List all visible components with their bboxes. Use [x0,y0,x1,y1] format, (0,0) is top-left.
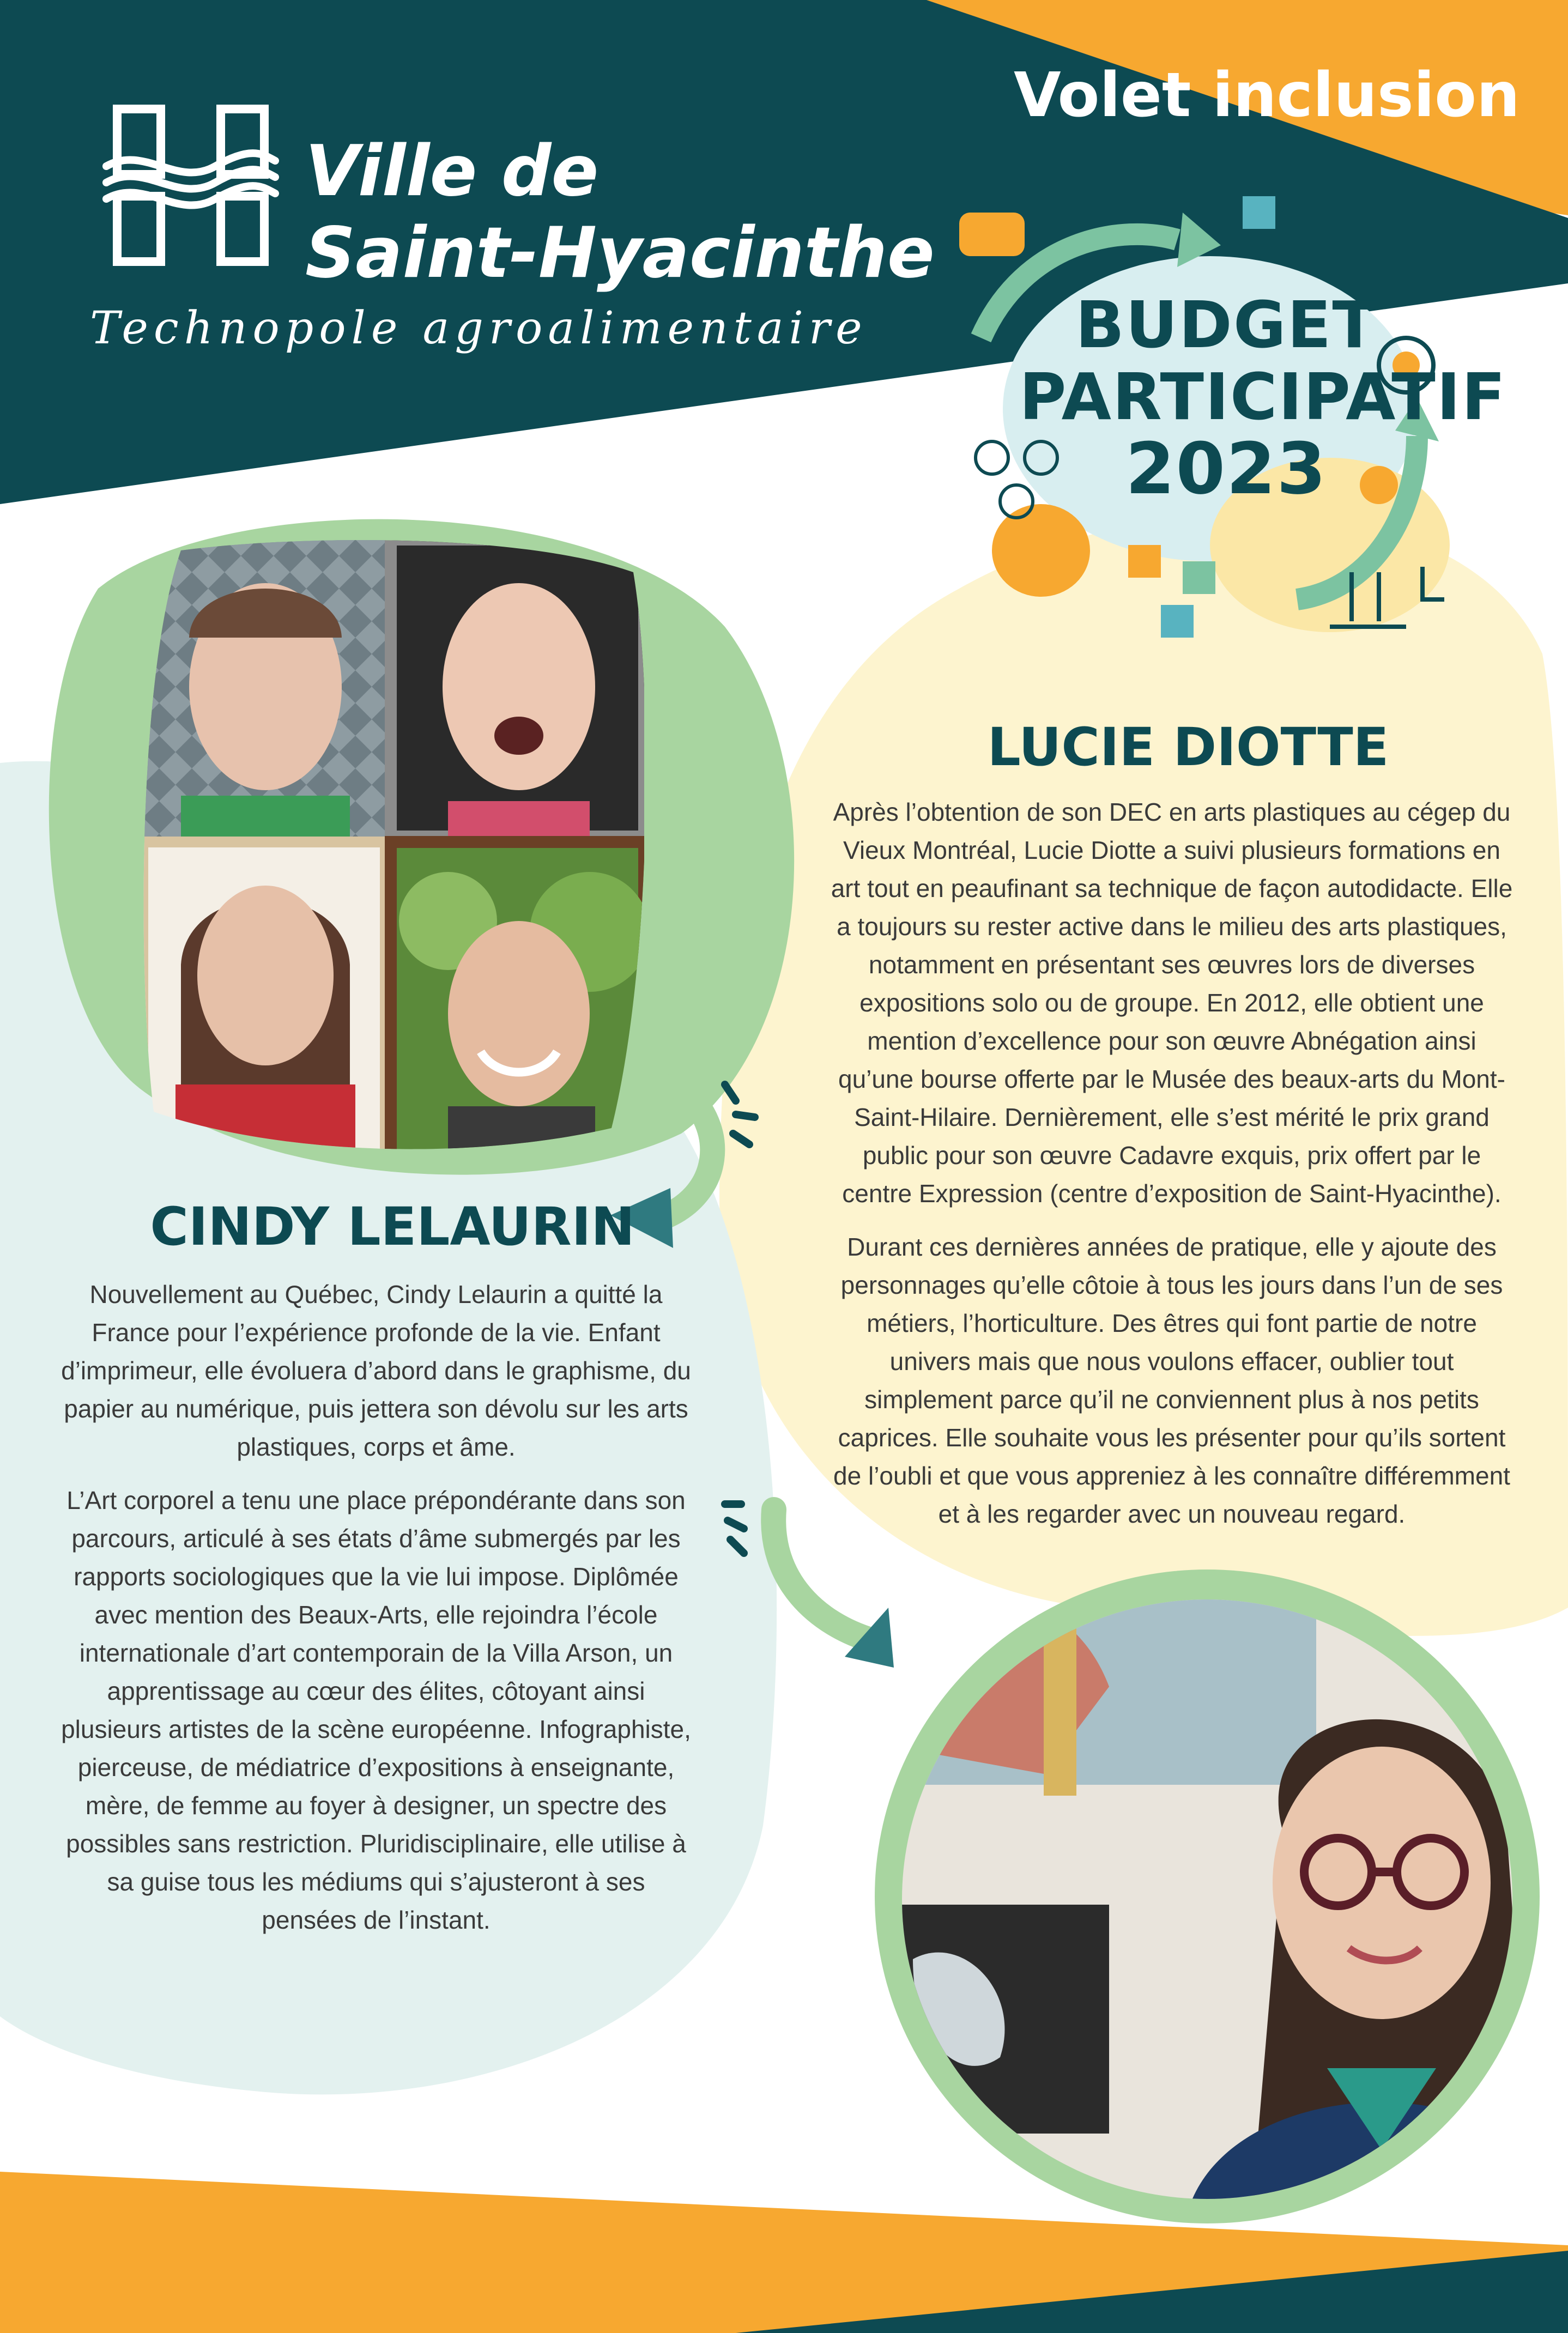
cindy-bio-paragraph-1: Nouvellement au Québec, Cindy Lelaurin a quitté la France pour l’expérience profonde de la vie. Enfant d’imprimeur, elle évoluera d’abord dans le graphisme, du papier au numérique, puis jettera son dévolu sur les arts plastiques, corps et âme. [61,1280,691,1461]
lucie-portrait-photo [880,1578,1534,2221]
city-name [305,131,935,294]
badge-line2: PARTICIPATIF [1019,359,1507,434]
stylized-h-waves-icon [101,101,281,270]
city-line1: Ville de [305,131,599,212]
photo-neutral-face [143,540,385,839]
cindy-photo-collage [143,540,644,1155]
program-title: Volet inclusion [1014,60,1520,131]
photo-eyes-up-face [143,842,385,1155]
photo-smiling-face [391,842,644,1155]
city-tagline: Technopole agroalimentaire [90,302,868,354]
city-line2: Saint-Hyacinthe [305,213,935,294]
badge-line1: BUDGET [1075,287,1377,362]
lucie-bio-paragraph-1: Après l’obtention de son DEC en arts plastiques au cégep du Vieux Montréal, Lucie Diotte a suivi plusieurs formations en art tout en peaufinant sa technique de façon autodidacte. Elle a toujours su rester active dans le milieu des arts plastiques, notamment en présentant ses œuvres lors de diverses expositions solo ou de groupe. En 2012, elle obtient une mention d’excellence pour son œuvre Abnégation ainsi qu’une bourse offerte par le Musée des beaux-arts du Mont-Saint-Hilaire. Dernièrement, elle s’est mérité le prix grand public pour son œuvre Cadavre exquis, prix offert par le centre Expression (centre d’exposition de Saint-Hyacinthe). [831,798,1513,1208]
photo-surprised-face [391,540,644,839]
cindy-bio-paragraph-2: L’Art corporel a tenu une place prépondérante dans son parcours, articulé à ses états d’âme submergés par les rapports sociologiques que la vie lui impose. Diplômée avec mention des Beaux-Arts, elle rejoindra l’école internationale d’art contemporain de la Villa Arson, un apprentissage au cœur des élites, côtoyant ainsi plusieurs artistes de la scène européenne. Infographiste, pierceuse, de médiatrice d’expositions à enseignante, mère, de femme au foyer à designer, un spectre des possibles sans restriction. Pluridisciplinaire, elle utilise à sa guise tous les médiums qui s’ajusteront à ses pensées de l’instant. [61,1486,691,1934]
lucie-bio [828,793,1515,1548]
budget-badge-title [1019,287,1507,510]
lucie-name-heading: LUCIE DIOTTE [987,717,1389,778]
cindy-name-heading: CINDY LELAURIN [150,1196,635,1257]
lucie-bio-paragraph-2: Durant ces dernières années de pratique, elle y ajoute des personnages qu’elle côtoie à tous les jours dans l’un de ses métiers, l’horticulture. Des êtres qui font partie de notre univers mais que nous voulons effacer, oublier tout simplement parce qu’il ne conviennent plus à nos petits caprices. Elle souhaite vous les présenter pour qu’ils sortent de l’oubli et que vous appreniez à les connaître différemment et à les regarder avec un nouveau regard. [833,1233,1510,1528]
cindy-bio [60,1275,692,1954]
badge-line3: 2023 [1125,427,1327,510]
